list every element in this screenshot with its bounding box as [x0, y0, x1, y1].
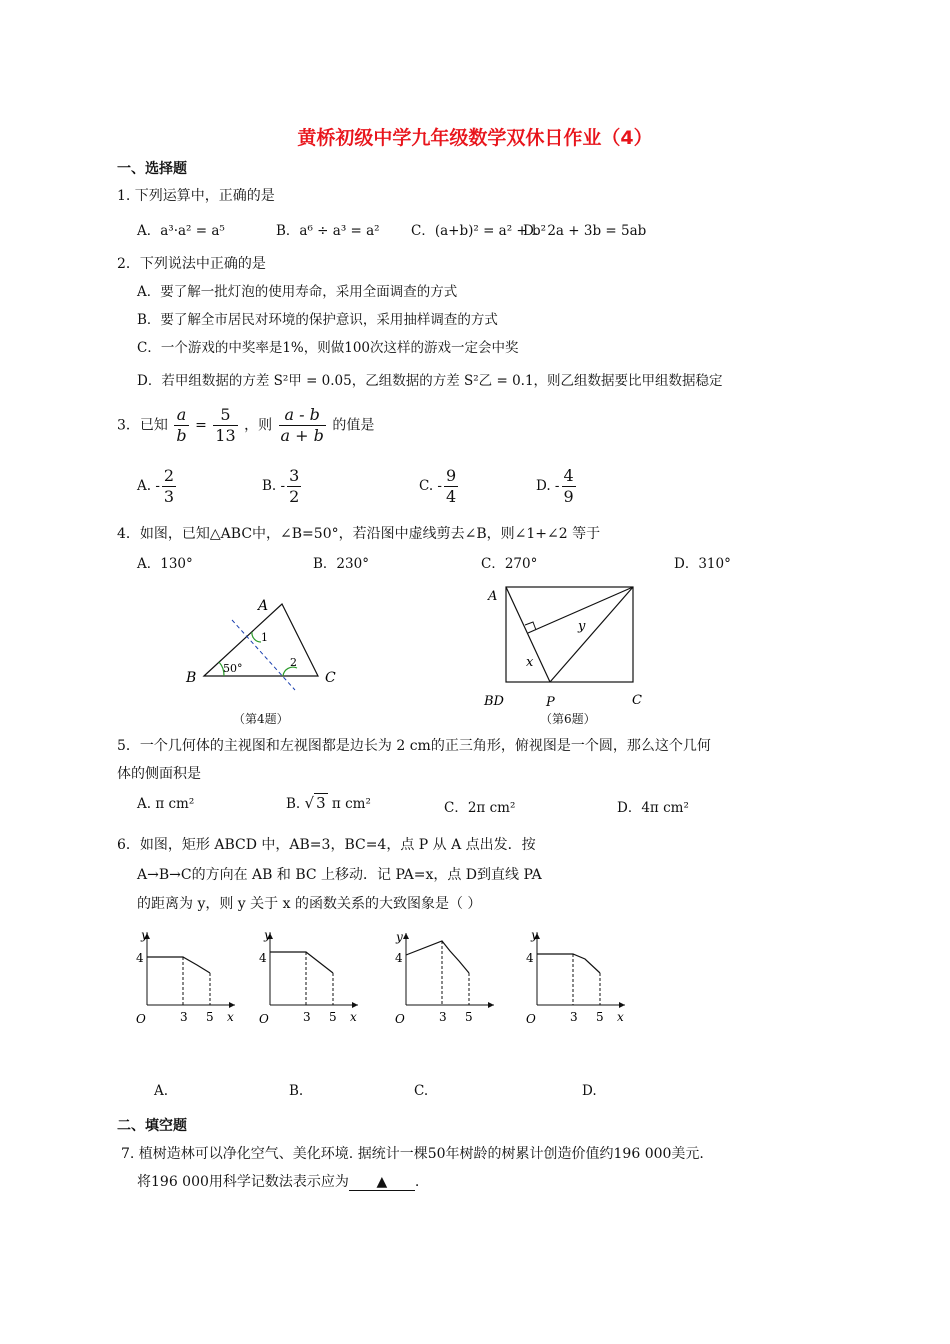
question-1-option-b: B．a⁶ ÷ a³ = a² — [276, 223, 380, 239]
tick-4: 4 — [526, 951, 534, 965]
question-3-stem — [117, 405, 374, 446]
tick-5: 5 — [465, 1010, 473, 1024]
figure-4-caption: （第4题） — [233, 712, 289, 726]
origin-label: O — [526, 1012, 536, 1026]
question-1-stem: 1. 下列运算中，正确的是 — [117, 188, 275, 204]
tick-4: 4 — [259, 951, 267, 965]
tick-3: 3 — [439, 1010, 447, 1024]
tick-3: 3 — [570, 1010, 578, 1024]
graph-a — [136, 928, 235, 1026]
question-6-line-2: A→B→C的方向在 AB 和 BC 上移动．记 PA=x，点 D到直线 PA — [137, 867, 542, 883]
origin-label: O — [395, 1012, 405, 1026]
tick-5: 5 — [206, 1010, 214, 1024]
graph-d — [526, 928, 625, 1026]
question-3-option-c: C. - $\frac{9}{4}$ — [419, 466, 457, 506]
label-a: A — [258, 598, 269, 614]
question-2-option-d: D．若甲组数据的方差 S²甲 = 0.05，乙组数据的方差 S²乙 = 0.1，则乙组数据要比甲组数据稳定 — [137, 373, 723, 389]
y-label: y — [396, 930, 403, 944]
question-1-option-a: A．a³·a² = a⁵ — [137, 223, 225, 239]
question-7-line-2: 将196 000用科学记数法表示应为 ▲ . — [137, 1174, 420, 1190]
tick-4: 4 — [136, 951, 144, 965]
label-c: C — [325, 670, 336, 686]
question-6-option-d: D. — [582, 1083, 597, 1099]
question-4-option-d: D．310° — [674, 556, 731, 572]
angle-1-arc — [252, 632, 261, 642]
question-6-line-1: 6．如图，矩形 ABCD 中，AB=3，BC=4，点 P 从 A 点出发．按 — [117, 837, 536, 853]
figure-6-caption: （第6题） — [540, 712, 596, 726]
graph-b — [259, 928, 358, 1026]
fraction-a-minus-b-over-a-plus-b: $\frac{a - b}{a + b}$ — [280, 405, 324, 445]
tick-3: 3 — [303, 1010, 311, 1024]
tick-5: 5 — [596, 1010, 604, 1024]
curve — [270, 952, 333, 973]
question-2-option-c: C．一个游戏的中奖率是1%，则做100次这样的游戏一定会中奖 — [137, 340, 519, 356]
question-6-graphs — [125, 925, 845, 1035]
tick-4: 4 — [395, 951, 403, 965]
label-angle-50: 50° — [223, 662, 243, 675]
segment-pd — [550, 587, 633, 682]
x-label: x — [350, 1010, 357, 1024]
question-1-option-d: D．2a + 3b = 5ab — [523, 223, 647, 239]
figure-4-triangle — [180, 590, 350, 700]
question-2-option-b: B．要了解全市居民对环境的保护意识，采用抽样调查的方式 — [137, 312, 498, 328]
question-5-option-a: A. π cm² — [137, 796, 195, 812]
question-5-stem-line-1: 5．一个几何体的主视图和左视图都是边长为 2 cm的正三角形，俯视图是一个圆，那么这个几何 — [117, 738, 711, 754]
section-heading-fill-blank: 二、填空题 — [117, 1118, 187, 1134]
radicand: 3 — [316, 794, 326, 812]
y-label: y — [141, 928, 148, 942]
x-label: x — [227, 1010, 234, 1024]
label-y: y — [578, 619, 586, 634]
question-1-option-c: C．(a+b)² = a² + b² — [411, 223, 547, 239]
question-3-mid: ，则 — [244, 417, 273, 434]
origin-label: O — [259, 1012, 269, 1026]
label-x: x — [526, 655, 534, 670]
question-6-option-b: B. — [289, 1083, 304, 1099]
graph-c — [395, 930, 494, 1026]
fraction-a-over-b: $\frac{a}{b}$ — [176, 405, 187, 445]
question-2-option-a: A．要了解一批灯泡的使用寿命，采用全面调查的方式 — [137, 284, 458, 300]
curve — [537, 954, 600, 973]
y-label: y — [264, 928, 271, 942]
question-5-stem-line-2: 体的侧面积是 — [117, 766, 201, 782]
figure-6-rectangle — [480, 580, 650, 710]
answer-blank[interactable]: ▲ — [349, 1174, 415, 1191]
page-title: 黄桥初级中学九年级数学双休日作业（4） — [297, 127, 653, 149]
y-label: y — [531, 928, 538, 942]
question-5-option-d: D．4π cm² — [617, 800, 689, 816]
question-5-option-b: B. √ 3 π cm² — [286, 794, 371, 812]
question-3-option-d: D. - $\frac{4}{9}$ — [536, 466, 574, 506]
question-6-option-a: A. — [154, 1083, 169, 1099]
question-5-option-c: C．2π cm² — [444, 800, 516, 816]
tick-3: 3 — [180, 1010, 188, 1024]
curve — [406, 941, 469, 973]
section-heading-choice: 一、选择题 — [117, 161, 187, 177]
origin-label: O — [136, 1012, 146, 1026]
label-a: A — [488, 589, 498, 604]
question-4-option-c: C．270° — [481, 556, 538, 572]
question-4-option-b: B．230° — [313, 556, 369, 572]
label-angle-2: 2 — [290, 656, 297, 669]
label-angle-1: 1 — [261, 631, 268, 644]
x-label: x — [617, 1010, 624, 1024]
tick-5: 5 — [329, 1010, 337, 1024]
label-bd: BD — [484, 694, 504, 709]
label-b: B — [186, 670, 197, 686]
question-2-stem: 2．下列说法中正确的是 — [117, 256, 266, 272]
question-3-option-b: B. - $\frac{3}{2}$ — [262, 466, 300, 506]
question-3-post: 的值是 — [332, 417, 375, 434]
label-c: C — [632, 693, 642, 708]
fraction-5-over-13: $\frac{5}{13}$ — [215, 405, 236, 445]
question-3-pre: 3．已知 — [117, 417, 168, 434]
right-angle-mark — [525, 622, 536, 630]
curve — [147, 957, 210, 973]
label-p: P — [546, 695, 555, 710]
question-6-line-3: 的距离为 y，则 y 关于 x 的函数关系的大致图象是（ ） — [137, 896, 482, 912]
question-7-line-1: 7. 植树造林可以净化空气、美化环境. 据统计一棵50年树龄的树累计创造价值约196 000美元. — [121, 1146, 704, 1162]
question-6-option-c: C. — [414, 1083, 429, 1099]
equals-sign: = — [195, 417, 207, 434]
question-4-stem: 4．如图，已知△ABC中，∠B=50°，若沿图中虚线剪去∠B，则∠1+∠2 等于 — [117, 526, 601, 542]
question-3-option-a: A. - $\frac{2}{3}$ — [137, 466, 175, 506]
question-4-option-a: A．130° — [137, 556, 193, 572]
